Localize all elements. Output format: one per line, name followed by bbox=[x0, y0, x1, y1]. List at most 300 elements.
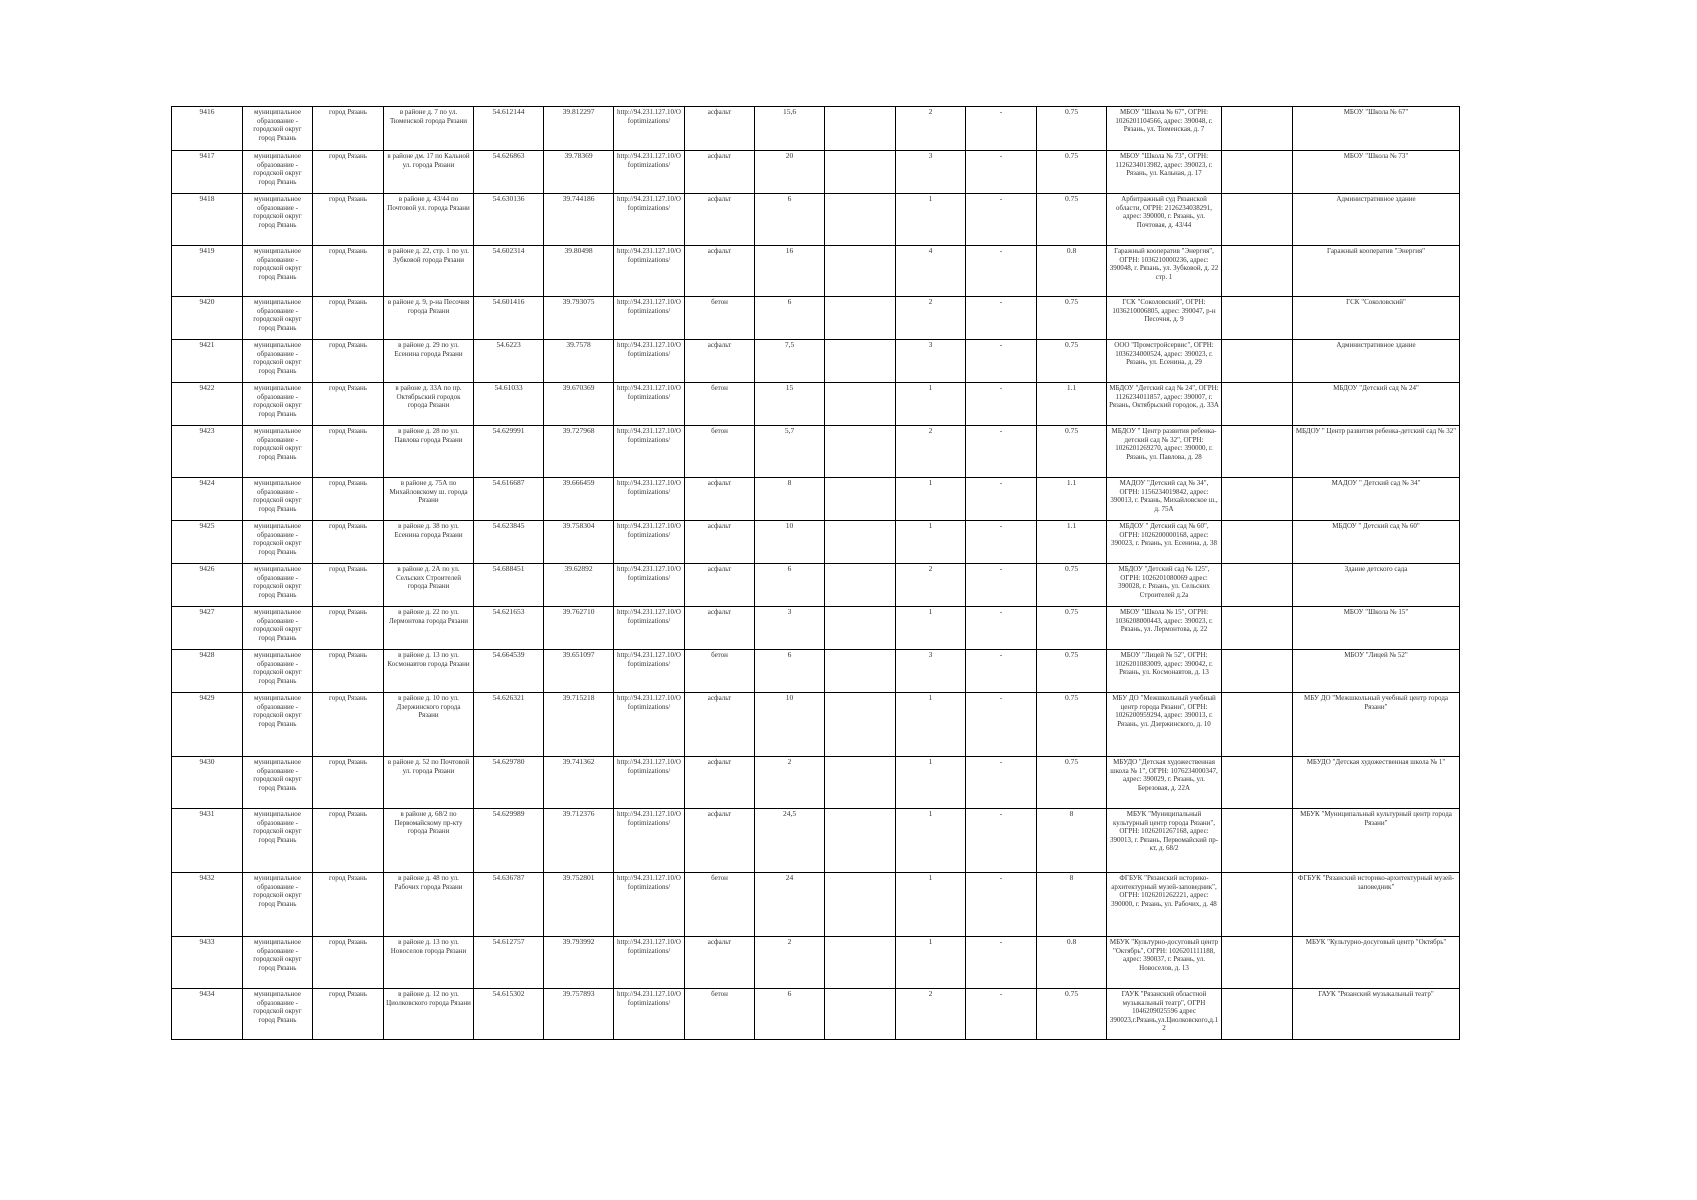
empty-cell bbox=[825, 873, 896, 937]
map-link-cell: http://94.231.127.10/Ofoptimizations/ bbox=[614, 151, 685, 194]
empty-cell bbox=[825, 809, 896, 873]
municipality-cell: муниципальное образование - городской округ город Рязань bbox=[243, 521, 313, 564]
empty-cell bbox=[1222, 989, 1293, 1040]
location-cell: в районе д. 10 по ул. Дзержинского города Рязани bbox=[384, 693, 474, 757]
row-number-cell: 9416 bbox=[172, 107, 243, 151]
longitude-cell: 39.752801 bbox=[544, 873, 614, 937]
dash-cell: - bbox=[966, 246, 1037, 297]
owner-cell: МБУДО "Детская художественная школа № 1", ОГРН: 1076234000347, адрес: 390029, г. Рязань, ул. Березовая, д. 22А bbox=[1107, 757, 1222, 809]
surface-cell: асфальт bbox=[685, 564, 755, 607]
map-link-cell: http://94.231.127.10/Ofoptimizations/ bbox=[614, 426, 685, 478]
waste-source-cell: МБОУ "Лицей № 52" bbox=[1293, 650, 1460, 693]
municipality-cell: муниципальное образование - городской округ город Рязань bbox=[243, 809, 313, 873]
area-cell: 6 bbox=[755, 564, 825, 607]
empty-cell bbox=[1222, 478, 1293, 521]
owner-cell: МБОУ "Школа № 15", ОГРН: 1036208000443, адрес: 390023, г. Рязань, ул. Лермонтова, д. 22 bbox=[1107, 607, 1222, 650]
city-cell: город Рязань bbox=[313, 989, 384, 1040]
area-cell: 2 bbox=[755, 937, 825, 989]
volume-cell: 0.8 bbox=[1037, 246, 1107, 297]
row-number-cell: 9419 bbox=[172, 246, 243, 297]
empty-cell bbox=[1222, 107, 1293, 151]
owner-cell: МБУ ДО "Межшкольный учебный центр города Рязани", ОГРН: 1026200959294, адрес: 390013, г. Рязань, ул. Дзержинского, д. 10 bbox=[1107, 693, 1222, 757]
dash-cell: - bbox=[966, 107, 1037, 151]
map-link-cell: http://94.231.127.10/Ofoptimizations/ bbox=[614, 297, 685, 340]
city-cell: город Рязань bbox=[313, 521, 384, 564]
location-cell: в районе дм. 17 по Кальной ул. города Рязани bbox=[384, 151, 474, 194]
longitude-cell: 39.7578 bbox=[544, 340, 614, 383]
surface-cell: асфальт bbox=[685, 107, 755, 151]
map-link-cell: http://94.231.127.10/Ofoptimizations/ bbox=[614, 650, 685, 693]
latitude-cell: 54.621653 bbox=[474, 607, 544, 650]
surface-cell: бетон bbox=[685, 426, 755, 478]
location-cell: в районе д. 28 по ул. Павлова города Рязани bbox=[384, 426, 474, 478]
empty-cell bbox=[825, 564, 896, 607]
area-cell: 6 bbox=[755, 650, 825, 693]
dash-cell: - bbox=[966, 757, 1037, 809]
waste-source-cell: ГАУК "Рязанский музыкальный театр" bbox=[1293, 989, 1460, 1040]
empty-cell bbox=[1222, 650, 1293, 693]
empty-cell bbox=[1222, 297, 1293, 340]
surface-cell: бетон bbox=[685, 383, 755, 426]
row-number-cell: 9432 bbox=[172, 873, 243, 937]
map-link-cell: http://94.231.127.10/Ofoptimizations/ bbox=[614, 383, 685, 426]
longitude-cell: 39.80498 bbox=[544, 246, 614, 297]
empty-cell bbox=[1222, 564, 1293, 607]
area-cell: 7,5 bbox=[755, 340, 825, 383]
location-cell: в районе д. 2А по ул. Сельских Строителей города Рязани bbox=[384, 564, 474, 607]
container-count-cell: 1 bbox=[896, 194, 966, 246]
location-cell: в районе д. 22 по ул. Лермонтова города Рязани bbox=[384, 607, 474, 650]
area-cell: 15 bbox=[755, 383, 825, 426]
location-cell: в районе д. 48 по ул. Рабочих города Рязани bbox=[384, 873, 474, 937]
location-cell: в районе д. 52 по Почтовой ул. города Рязани bbox=[384, 757, 474, 809]
table-row bbox=[172, 564, 1460, 607]
container-count-cell: 1 bbox=[896, 383, 966, 426]
surface-cell: асфальт bbox=[685, 246, 755, 297]
location-cell: в районе д. 43/44 по Почтовой ул. города Рязани bbox=[384, 194, 474, 246]
waste-source-cell: ГСК "Соколовский" bbox=[1293, 297, 1460, 340]
waste-source-cell: ФГБУК "Рязанский историко-архитектурный музей-заповедник" bbox=[1293, 873, 1460, 937]
table-row bbox=[172, 521, 1460, 564]
location-cell: в районе д. 7 по ул. Тюменской города Рязани bbox=[384, 107, 474, 151]
row-number-cell: 9429 bbox=[172, 693, 243, 757]
container-count-cell: 2 bbox=[896, 297, 966, 340]
city-cell: город Рязань bbox=[313, 297, 384, 340]
owner-cell: ФГБУК "Рязанский историко-архитектурный музей-заповедник", ОГРН: 1026201262221, адрес: 390000, г. Рязань, ул. Рабочих, д. 48 bbox=[1107, 873, 1222, 937]
empty-cell bbox=[1222, 693, 1293, 757]
city-cell: город Рязань bbox=[313, 873, 384, 937]
container-count-cell: 3 bbox=[896, 340, 966, 383]
longitude-cell: 39.651097 bbox=[544, 650, 614, 693]
owner-cell: МБОУ "Школа № 73", ОГРН: 1126234013982, адрес: 390023, г. Рязань, ул. Кальная, д. 17 bbox=[1107, 151, 1222, 194]
volume-cell: 0.75 bbox=[1037, 607, 1107, 650]
location-cell: в районе д. 38 по ул. Есенина города Рязани bbox=[384, 521, 474, 564]
waste-source-cell: МБОУ "Школа № 67" bbox=[1293, 107, 1460, 151]
empty-cell bbox=[1222, 521, 1293, 564]
row-number-cell: 9421 bbox=[172, 340, 243, 383]
container-count-cell: 1 bbox=[896, 478, 966, 521]
municipality-cell: муниципальное образование - городской округ город Рязань bbox=[243, 693, 313, 757]
location-cell: в районе д. 68/2 по Первомайскому пр-кту города Рязани bbox=[384, 809, 474, 873]
empty-cell bbox=[1222, 937, 1293, 989]
table-row bbox=[172, 246, 1460, 297]
map-link-cell: http://94.231.127.10/Ofoptimizations/ bbox=[614, 246, 685, 297]
volume-cell: 0.75 bbox=[1037, 194, 1107, 246]
container-count-cell: 2 bbox=[896, 426, 966, 478]
waste-source-cell: МБДОУ "Детский сад № 24" bbox=[1293, 383, 1460, 426]
volume-cell: 8 bbox=[1037, 873, 1107, 937]
waste-source-cell: МБОУ "Школа № 15" bbox=[1293, 607, 1460, 650]
volume-cell: 0.75 bbox=[1037, 650, 1107, 693]
city-cell: город Рязань bbox=[313, 478, 384, 521]
table-row bbox=[172, 607, 1460, 650]
longitude-cell: 39.666459 bbox=[544, 478, 614, 521]
dash-cell: - bbox=[966, 340, 1037, 383]
owner-cell: МБДОУ " Детский сад № 60", ОГРН: 1026200000168, адрес: 390023, г. Рязань, ул. Есенина, д. 38 bbox=[1107, 521, 1222, 564]
longitude-cell: 39.812297 bbox=[544, 107, 614, 151]
dash-cell: - bbox=[966, 194, 1037, 246]
table-body bbox=[172, 107, 1460, 1040]
municipality-cell: муниципальное образование - городской округ город Рязань bbox=[243, 650, 313, 693]
waste-source-cell: МБОУ "Школа № 73" bbox=[1293, 151, 1460, 194]
municipality-cell: муниципальное образование - городской округ город Рязань bbox=[243, 426, 313, 478]
waste-source-cell: МБУДО "Детская художественная школа № 1" bbox=[1293, 757, 1460, 809]
surface-cell: асфальт bbox=[685, 693, 755, 757]
surface-cell: бетон bbox=[685, 650, 755, 693]
row-number-cell: 9428 bbox=[172, 650, 243, 693]
area-cell: 16 bbox=[755, 246, 825, 297]
latitude-cell: 54.629780 bbox=[474, 757, 544, 809]
empty-cell bbox=[1222, 757, 1293, 809]
latitude-cell: 54.602314 bbox=[474, 246, 544, 297]
row-number-cell: 9425 bbox=[172, 521, 243, 564]
owner-cell: МБОУ "Лицей № 52", ОГРН: 1026201083009, адрес: 390042, г. Рязань, ул. Космонавтов, д. 13 bbox=[1107, 650, 1222, 693]
municipality-cell: муниципальное образование - городской округ город Рязань bbox=[243, 297, 313, 340]
municipality-cell: муниципальное образование - городской округ город Рязань bbox=[243, 151, 313, 194]
dash-cell: - bbox=[966, 151, 1037, 194]
empty-cell bbox=[1222, 607, 1293, 650]
table-row bbox=[172, 650, 1460, 693]
surface-cell: асфальт bbox=[685, 607, 755, 650]
surface-cell: асфальт bbox=[685, 757, 755, 809]
row-number-cell: 9420 bbox=[172, 297, 243, 340]
longitude-cell: 39.741362 bbox=[544, 757, 614, 809]
volume-cell: 0.75 bbox=[1037, 693, 1107, 757]
surface-cell: асфальт bbox=[685, 194, 755, 246]
location-cell: в районе д. 33А по пр. Октябрьский городок города Рязани bbox=[384, 383, 474, 426]
volume-cell: 1.1 bbox=[1037, 521, 1107, 564]
longitude-cell: 39.793992 bbox=[544, 937, 614, 989]
area-cell: 6 bbox=[755, 989, 825, 1040]
area-cell: 20 bbox=[755, 151, 825, 194]
container-count-cell: 2 bbox=[896, 989, 966, 1040]
municipality-cell: муниципальное образование - городской округ город Рязань bbox=[243, 107, 313, 151]
table-row bbox=[172, 809, 1460, 873]
container-count-cell: 1 bbox=[896, 937, 966, 989]
table-row bbox=[172, 757, 1460, 809]
latitude-cell: 54.664539 bbox=[474, 650, 544, 693]
container-count-cell: 1 bbox=[896, 521, 966, 564]
area-cell: 24 bbox=[755, 873, 825, 937]
dash-cell: - bbox=[966, 873, 1037, 937]
city-cell: город Рязань bbox=[313, 194, 384, 246]
row-number-cell: 9434 bbox=[172, 989, 243, 1040]
map-link-cell: http://94.231.127.10/Ofoptimizations/ bbox=[614, 564, 685, 607]
container-count-cell: 1 bbox=[896, 693, 966, 757]
municipality-cell: муниципальное образование - городской округ город Рязань bbox=[243, 937, 313, 989]
dash-cell: - bbox=[966, 383, 1037, 426]
location-cell: в районе д. 13 по ул. Новоселов города Рязани bbox=[384, 937, 474, 989]
municipality-cell: муниципальное образование - городской округ город Рязань bbox=[243, 340, 313, 383]
waste-source-cell: МБДОУ " Центр развития ребенка-детский сад № 32" bbox=[1293, 426, 1460, 478]
area-cell: 2 bbox=[755, 757, 825, 809]
empty-cell bbox=[1222, 194, 1293, 246]
table-row bbox=[172, 151, 1460, 194]
latitude-cell: 54.636787 bbox=[474, 873, 544, 937]
row-number-cell: 9423 bbox=[172, 426, 243, 478]
volume-cell: 0.75 bbox=[1037, 297, 1107, 340]
owner-cell: МАДОУ "Детский сад № 34", ОГРН: 1156234019842, адрес: 390013, г. Рязань, Михайловское ш., д. 75А bbox=[1107, 478, 1222, 521]
empty-cell bbox=[825, 383, 896, 426]
city-cell: город Рязань bbox=[313, 650, 384, 693]
table-row bbox=[172, 194, 1460, 246]
table-row bbox=[172, 297, 1460, 340]
latitude-cell: 54.615302 bbox=[474, 989, 544, 1040]
container-count-cell: 1 bbox=[896, 809, 966, 873]
table-row bbox=[172, 989, 1460, 1040]
row-number-cell: 9433 bbox=[172, 937, 243, 989]
container-count-cell: 3 bbox=[896, 650, 966, 693]
empty-cell bbox=[825, 297, 896, 340]
owner-cell: ГСК "Соколовский", ОГРН: 1036210006805, адрес: 390047, р-н Песочня, д. 9 bbox=[1107, 297, 1222, 340]
latitude-cell: 54.629991 bbox=[474, 426, 544, 478]
city-cell: город Рязань bbox=[313, 564, 384, 607]
dash-cell: - bbox=[966, 693, 1037, 757]
volume-cell: 8 bbox=[1037, 809, 1107, 873]
map-link-cell: http://94.231.127.10/Ofoptimizations/ bbox=[614, 937, 685, 989]
row-number-cell: 9418 bbox=[172, 194, 243, 246]
longitude-cell: 39.78369 bbox=[544, 151, 614, 194]
latitude-cell: 54.629989 bbox=[474, 809, 544, 873]
latitude-cell: 54.601416 bbox=[474, 297, 544, 340]
location-cell: в районе д. 75А по Михайловскому ш. города Рязани bbox=[384, 478, 474, 521]
area-cell: 6 bbox=[755, 194, 825, 246]
waste-source-cell: Здание детского сада bbox=[1293, 564, 1460, 607]
location-cell: в районе д. 12 по ул. Циолковского города Рязани bbox=[384, 989, 474, 1040]
longitude-cell: 39.758304 bbox=[544, 521, 614, 564]
map-link-cell: http://94.231.127.10/Ofoptimizations/ bbox=[614, 873, 685, 937]
empty-cell bbox=[825, 340, 896, 383]
row-number-cell: 9427 bbox=[172, 607, 243, 650]
container-count-cell: 3 bbox=[896, 151, 966, 194]
location-cell: в районе д. 29 по ул. Есенина города Рязани bbox=[384, 340, 474, 383]
municipality-cell: муниципальное образование - городской округ город Рязань bbox=[243, 478, 313, 521]
city-cell: город Рязань bbox=[313, 107, 384, 151]
area-cell: 10 bbox=[755, 521, 825, 564]
dash-cell: - bbox=[966, 426, 1037, 478]
dash-cell: - bbox=[966, 607, 1037, 650]
city-cell: город Рязань bbox=[313, 383, 384, 426]
table-row bbox=[172, 937, 1460, 989]
row-number-cell: 9426 bbox=[172, 564, 243, 607]
latitude-cell: 54.626321 bbox=[474, 693, 544, 757]
city-cell: город Рязань bbox=[313, 246, 384, 297]
municipality-cell: муниципальное образование - городской округ город Рязань bbox=[243, 607, 313, 650]
longitude-cell: 39.762710 bbox=[544, 607, 614, 650]
owner-cell: Гаражный кооператив "Энергия", ОГРН: 1036210000236, адрес: 390048, г. Рязань, ул. Зубковой, д. 22 стр. 1 bbox=[1107, 246, 1222, 297]
owner-cell: МБДОУ "Детский сад № 24", ОГРН: 1126234011857, адрес: 390007, г. Рязань, Октябрьский городок, д. 33А bbox=[1107, 383, 1222, 426]
owner-cell: Арбитражный суд Рязанской области, ОГРН: 2126234038291, адрес: 390000, г. Рязань, ул. Почтовая, д. 43/44 bbox=[1107, 194, 1222, 246]
longitude-cell: 39.744186 bbox=[544, 194, 614, 246]
municipality-cell: муниципальное образование - городской округ город Рязань bbox=[243, 989, 313, 1040]
table-row bbox=[172, 478, 1460, 521]
table-row bbox=[172, 107, 1460, 151]
municipality-cell: муниципальное образование - городской округ город Рязань bbox=[243, 194, 313, 246]
area-cell: 15,6 bbox=[755, 107, 825, 151]
waste-source-cell: Гаражный кооператив "Энергия" bbox=[1293, 246, 1460, 297]
owner-cell: МБУК "Культурно-досуговый центр "Октябрь", ОГРН: 1026201111188, адрес: 390037, г. Рязань, ул. Новоселов, д. 13 bbox=[1107, 937, 1222, 989]
latitude-cell: 54.612757 bbox=[474, 937, 544, 989]
area-cell: 10 bbox=[755, 693, 825, 757]
container-count-cell: 2 bbox=[896, 564, 966, 607]
container-count-cell: 1 bbox=[896, 607, 966, 650]
volume-cell: 0.75 bbox=[1037, 426, 1107, 478]
longitude-cell: 39.715218 bbox=[544, 693, 614, 757]
registry-table bbox=[171, 106, 1460, 1040]
empty-cell bbox=[825, 521, 896, 564]
location-cell: в районе д. 22, стр. 1 по ул. Зубковой города Рязани bbox=[384, 246, 474, 297]
dash-cell: - bbox=[966, 989, 1037, 1040]
table-row bbox=[172, 426, 1460, 478]
map-link-cell: http://94.231.127.10/Ofoptimizations/ bbox=[614, 809, 685, 873]
empty-cell bbox=[825, 246, 896, 297]
container-count-cell: 1 bbox=[896, 873, 966, 937]
empty-cell bbox=[825, 650, 896, 693]
surface-cell: асфальт bbox=[685, 937, 755, 989]
empty-cell bbox=[825, 937, 896, 989]
longitude-cell: 39.670369 bbox=[544, 383, 614, 426]
waste-source-cell: МБУК "Культурно-досуговый центр "Октябрь" bbox=[1293, 937, 1460, 989]
waste-source-cell: МБДОУ " Детский сад № 60" bbox=[1293, 521, 1460, 564]
area-cell: 5,7 bbox=[755, 426, 825, 478]
table-row bbox=[172, 340, 1460, 383]
area-cell: 8 bbox=[755, 478, 825, 521]
municipality-cell: муниципальное образование - городской округ город Рязань bbox=[243, 246, 313, 297]
dash-cell: - bbox=[966, 564, 1037, 607]
empty-cell bbox=[825, 194, 896, 246]
owner-cell: МБДОУ "Детский сад № 125", ОГРН: 1026201080069 адрес: 390028, г. Рязань, ул. Сельских Строителей д.2а bbox=[1107, 564, 1222, 607]
container-count-cell: 2 bbox=[896, 107, 966, 151]
municipality-cell: муниципальное образование - городской округ город Рязань bbox=[243, 757, 313, 809]
latitude-cell: 54.630136 bbox=[474, 194, 544, 246]
dash-cell: - bbox=[966, 478, 1037, 521]
volume-cell: 1.1 bbox=[1037, 478, 1107, 521]
municipality-cell: муниципальное образование - городской округ город Рязань bbox=[243, 873, 313, 937]
empty-cell bbox=[1222, 246, 1293, 297]
longitude-cell: 39.727968 bbox=[544, 426, 614, 478]
map-link-cell: http://94.231.127.10/Ofoptimizations/ bbox=[614, 521, 685, 564]
volume-cell: 0.75 bbox=[1037, 340, 1107, 383]
latitude-cell: 54.6223 bbox=[474, 340, 544, 383]
dash-cell: - bbox=[966, 650, 1037, 693]
dash-cell: - bbox=[966, 809, 1037, 873]
surface-cell: бетон bbox=[685, 873, 755, 937]
dash-cell: - bbox=[966, 297, 1037, 340]
latitude-cell: 54.616687 bbox=[474, 478, 544, 521]
city-cell: город Рязань bbox=[313, 607, 384, 650]
map-link-cell: http://94.231.127.10/Ofoptimizations/ bbox=[614, 107, 685, 151]
surface-cell: асфальт bbox=[685, 340, 755, 383]
empty-cell bbox=[825, 426, 896, 478]
container-count-cell: 1 bbox=[896, 757, 966, 809]
longitude-cell: 39.62892 bbox=[544, 564, 614, 607]
surface-cell: асфальт bbox=[685, 521, 755, 564]
waste-source-cell: Административное здание bbox=[1293, 194, 1460, 246]
surface-cell: бетон bbox=[685, 989, 755, 1040]
map-link-cell: http://94.231.127.10/Ofoptimizations/ bbox=[614, 194, 685, 246]
owner-cell: ГАУК "Рязанский областной музыкальный театр", ОГРН 1046209025596 адрес 390023,г.Рязань,ул.Циолковского,д.12 bbox=[1107, 989, 1222, 1040]
empty-cell bbox=[825, 478, 896, 521]
city-cell: город Рязань bbox=[313, 757, 384, 809]
location-cell: в районе д. 13 по ул. Космонавтов города Рязани bbox=[384, 650, 474, 693]
empty-cell bbox=[1222, 383, 1293, 426]
table-row bbox=[172, 873, 1460, 937]
waste-source-cell: МБУ ДО "Межшкольный учебный центр города Рязани" bbox=[1293, 693, 1460, 757]
volume-cell: 1.1 bbox=[1037, 383, 1107, 426]
owner-cell: МБДОУ " Центр развития ребенка-детский сад № 32", ОГРН: 1026201269270, адрес: 390000, г. Рязань, ул. Павлова, д. 28 bbox=[1107, 426, 1222, 478]
row-number-cell: 9422 bbox=[172, 383, 243, 426]
map-link-cell: http://94.231.127.10/Ofoptimizations/ bbox=[614, 693, 685, 757]
volume-cell: 0.75 bbox=[1037, 989, 1107, 1040]
row-number-cell: 9424 bbox=[172, 478, 243, 521]
owner-cell: МБУК "Муниципальный культурный центр города Рязани", ОГРН: 1026201267168, адрес: 390013, г. Рязань, Первомайский пр-кт, д. 68/2 bbox=[1107, 809, 1222, 873]
city-cell: город Рязань bbox=[313, 809, 384, 873]
container-count-cell: 4 bbox=[896, 246, 966, 297]
city-cell: город Рязань bbox=[313, 426, 384, 478]
empty-cell bbox=[1222, 151, 1293, 194]
volume-cell: 0.75 bbox=[1037, 107, 1107, 151]
location-cell: в районе д. 9, р-на Песочня города Рязани bbox=[384, 297, 474, 340]
municipality-cell: муниципальное образование - городской округ город Рязань bbox=[243, 564, 313, 607]
map-link-cell: http://94.231.127.10/Ofoptimizations/ bbox=[614, 478, 685, 521]
longitude-cell: 39.757893 bbox=[544, 989, 614, 1040]
owner-cell: МБОУ "Школа № 67", ОГРН: 1026201104566, адрес: 390048, г. Рязань, ул. Тюменская, д. 7 bbox=[1107, 107, 1222, 151]
area-cell: 24,5 bbox=[755, 809, 825, 873]
latitude-cell: 54.612144 bbox=[474, 107, 544, 151]
city-cell: город Рязань bbox=[313, 340, 384, 383]
volume-cell: 0.75 bbox=[1037, 757, 1107, 809]
dash-cell: - bbox=[966, 937, 1037, 989]
latitude-cell: 54.688451 bbox=[474, 564, 544, 607]
city-cell: город Рязань bbox=[313, 151, 384, 194]
map-link-cell: http://94.231.127.10/Ofoptimizations/ bbox=[614, 607, 685, 650]
surface-cell: асфальт bbox=[685, 478, 755, 521]
municipality-cell: муниципальное образование - городской округ город Рязань bbox=[243, 383, 313, 426]
longitude-cell: 39.793075 bbox=[544, 297, 614, 340]
area-cell: 3 bbox=[755, 607, 825, 650]
empty-cell bbox=[825, 151, 896, 194]
waste-source-cell: МБУК "Муниципальный культурный центр города Рязани" bbox=[1293, 809, 1460, 873]
surface-cell: асфальт bbox=[685, 151, 755, 194]
city-cell: город Рязань bbox=[313, 937, 384, 989]
row-number-cell: 9417 bbox=[172, 151, 243, 194]
empty-cell bbox=[825, 607, 896, 650]
empty-cell bbox=[825, 757, 896, 809]
city-cell: город Рязань bbox=[313, 693, 384, 757]
empty-cell bbox=[825, 989, 896, 1040]
empty-cell bbox=[1222, 340, 1293, 383]
owner-cell: ООО "Промстройсервис", ОГРН: 1036234000524, адрес: 390023, г. Рязань, ул. Есенина, д. 29 bbox=[1107, 340, 1222, 383]
